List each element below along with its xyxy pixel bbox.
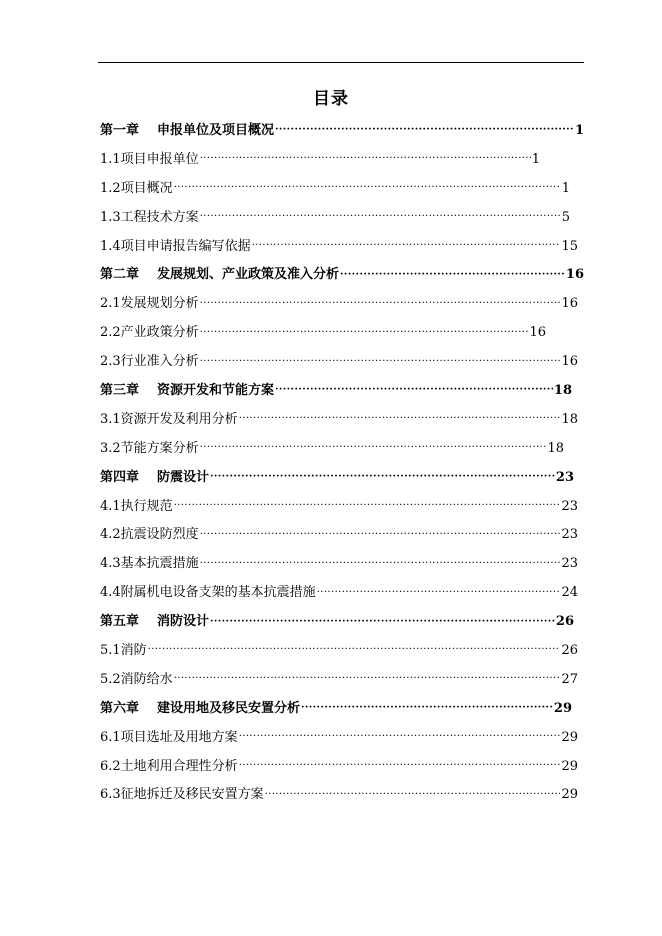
leader-dots (210, 472, 555, 482)
toc-label: 2.1发展规划分析 (100, 296, 199, 312)
toc-label: 5.2消防给水 (100, 671, 173, 687)
toc-chapter[interactable] (100, 607, 574, 636)
page-number: 23 (561, 556, 578, 572)
chapter-title: 资源开发和节能方案 (157, 382, 275, 398)
page-number: 16 (565, 267, 584, 283)
toc-label: 6.2土地利用合理性分析 (100, 758, 238, 774)
chapter-number: 第三章 (100, 382, 140, 398)
page-number: 1 (574, 122, 584, 138)
toc-section[interactable] (100, 492, 578, 521)
toc-section[interactable] (100, 289, 578, 318)
page-number: 5 (561, 209, 570, 225)
page-number: 23 (561, 527, 578, 543)
page-number: 1 (561, 180, 570, 196)
leader-dots (200, 443, 547, 453)
leader-dots (340, 270, 565, 280)
chapter-number: 第一章 (100, 122, 140, 138)
table-of-contents (100, 116, 584, 809)
chapter-title: 防震设计 (157, 469, 210, 485)
page-number: 27 (561, 671, 578, 687)
page-number: 24 (561, 585, 578, 601)
leader-dots (200, 212, 561, 222)
toc-chapter[interactable] (100, 260, 584, 289)
toc-label: 1.1项目申报单位 (100, 151, 199, 167)
page-number: 29 (561, 787, 578, 803)
toc-label: 1.4项目申请报告编写依据 (100, 238, 251, 254)
leader-dots (200, 357, 561, 367)
toc-section[interactable] (100, 636, 578, 665)
toc-section[interactable] (100, 145, 540, 174)
page-title: 目录 (313, 89, 349, 109)
leader-dots (210, 617, 555, 627)
toc-section[interactable] (100, 174, 570, 203)
toc-chapter[interactable] (100, 376, 572, 405)
toc-label: 2.3行业准入分析 (100, 354, 199, 370)
toc-section[interactable] (100, 665, 578, 694)
toc-label: 1.2项目概况 (100, 180, 173, 196)
page-number: 26 (561, 642, 578, 658)
page-number: 26 (555, 614, 574, 630)
leader-dots (265, 790, 561, 800)
toc-label: 2.2产业政策分析 (100, 325, 199, 341)
toc-section[interactable] (100, 318, 546, 347)
chapter-title: 发展规划、产业政策及准入分析 (157, 267, 340, 283)
leader-dots (239, 761, 561, 771)
toc-section[interactable] (100, 520, 578, 549)
page-number: 15 (561, 238, 578, 254)
leader-dots (174, 674, 561, 684)
leader-dots (275, 385, 553, 395)
leader-dots (252, 241, 561, 251)
chapter-number: 第四章 (100, 469, 140, 485)
page-number: 18 (553, 382, 572, 398)
toc-label: 6.1项目选址及用地方案 (100, 729, 238, 745)
toc-section[interactable] (100, 405, 578, 434)
toc-section[interactable] (100, 347, 578, 376)
toc-chapter[interactable] (100, 116, 584, 145)
chapter-title: 消防设计 (157, 614, 210, 630)
leader-dots (200, 328, 529, 338)
leader-dots (200, 299, 561, 309)
toc-label: 3.1资源开发及利用分析 (100, 411, 238, 427)
page-number: 16 (561, 354, 578, 370)
toc-label: 4.4附属机电设备支架的基本抗震措施 (100, 585, 316, 601)
leader-dots (317, 588, 561, 598)
toc-section[interactable] (100, 780, 578, 809)
toc-label (100, 615, 209, 628)
toc-label: 4.2抗震设防烈度 (100, 527, 199, 543)
page-number: 29 (553, 700, 572, 716)
leader-dots (200, 559, 561, 569)
toc-section[interactable] (100, 723, 578, 752)
leader-dots (239, 414, 561, 424)
page-number: 29 (561, 729, 578, 745)
leader-dots (174, 183, 561, 193)
leader-dots (148, 645, 561, 655)
toc-label: 4.3基本抗震措施 (100, 556, 199, 572)
header-rule (98, 62, 584, 63)
toc-chapter[interactable] (100, 463, 574, 492)
chapter-number: 第二章 (100, 267, 140, 283)
toc-label (100, 384, 274, 397)
page-number: 23 (555, 469, 574, 485)
toc-section[interactable] (100, 752, 578, 781)
page-number: 16 (529, 325, 546, 341)
toc-section[interactable] (100, 549, 578, 578)
toc-label: 6.3征地拆迁及移民安置方案 (100, 787, 264, 803)
page-number: 18 (547, 440, 564, 456)
leader-dots (174, 501, 561, 511)
toc-section[interactable] (100, 232, 578, 261)
chapter-number: 第六章 (100, 700, 140, 716)
leader-dots (200, 530, 561, 540)
toc-label: 3.2节能方案分析 (100, 440, 199, 456)
chapter-number: 第五章 (100, 614, 140, 630)
page-number: 1 (531, 151, 540, 167)
toc-label (100, 268, 339, 281)
chapter-title: 建设用地及移民安置分析 (157, 700, 301, 716)
toc-section[interactable] (100, 203, 570, 232)
page-number: 18 (561, 411, 578, 427)
toc-section[interactable] (100, 434, 564, 463)
leader-dots (275, 125, 574, 135)
toc-label (100, 702, 300, 715)
toc-chapter[interactable] (100, 694, 572, 723)
page-number: 16 (561, 296, 578, 312)
page-number: 23 (561, 498, 578, 514)
toc-label: 5.1消防 (100, 642, 147, 658)
leader-dots (301, 703, 553, 713)
toc-label (100, 124, 274, 137)
chapter-title: 申报单位及项目概况 (157, 122, 275, 138)
toc-label (100, 471, 209, 484)
leader-dots (200, 154, 531, 164)
toc-label: 1.3工程技术方案 (100, 209, 199, 225)
page-number: 29 (561, 758, 578, 774)
toc-label: 4.1执行规范 (100, 498, 173, 514)
toc-section[interactable] (100, 578, 578, 607)
leader-dots (239, 732, 561, 742)
